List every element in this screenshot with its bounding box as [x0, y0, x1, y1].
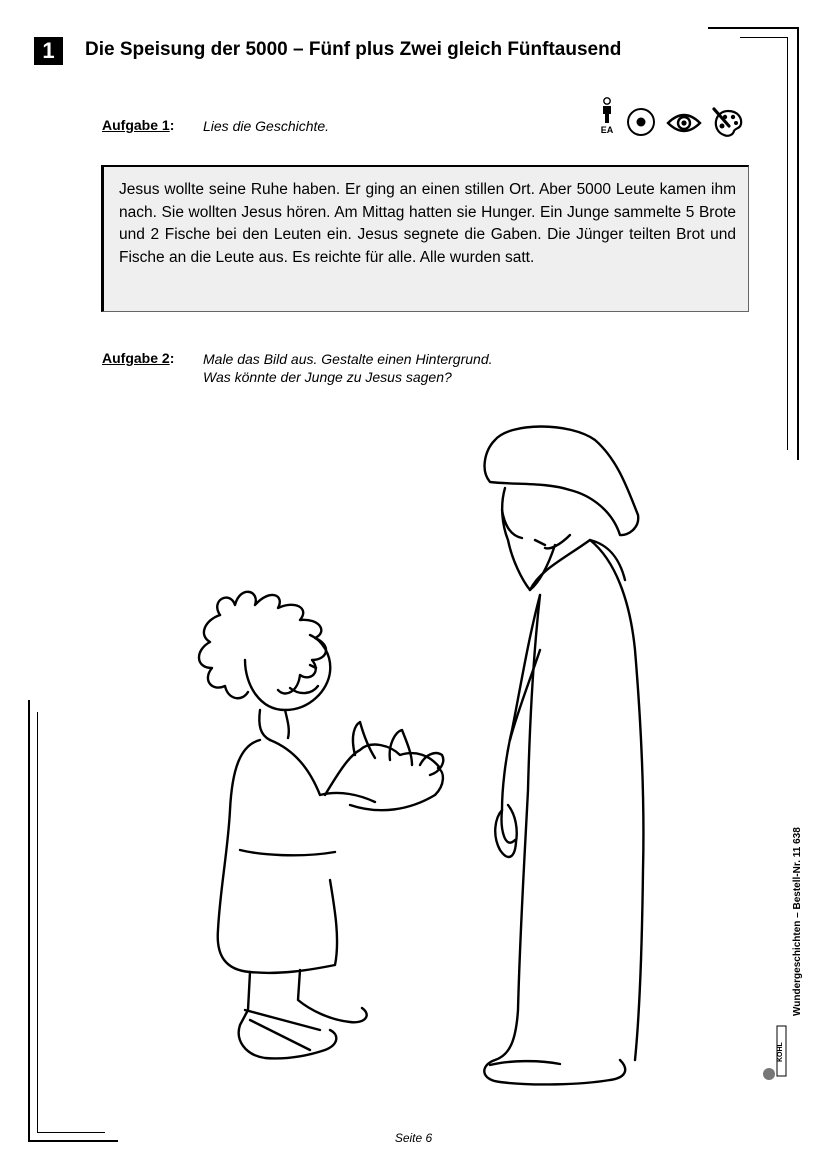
eye-icon — [666, 111, 702, 135]
frame-line — [37, 712, 38, 1132]
frame-line — [787, 37, 788, 450]
page-number: Seite 6 — [394, 1131, 433, 1145]
task1-label: Aufgabe 1: — [102, 117, 175, 133]
worksheet-number: 1 — [34, 37, 63, 65]
task2-line2: Was könnte der Junge zu Jesus sagen? — [203, 369, 452, 385]
page-title: Die Speisung der 5000 – Fünf plus Zwei gleich Fünftausend — [85, 39, 622, 60]
task1-text: Lies die Geschichte. — [203, 118, 330, 134]
method-icons — [598, 97, 744, 139]
paint-palette-icon — [712, 107, 744, 139]
target-icon — [626, 107, 656, 137]
boy-figure — [199, 592, 443, 1059]
logo-text: KOHL — [777, 1042, 784, 1062]
coloring-illustration — [150, 410, 660, 1100]
publisher-logo — [760, 1022, 790, 1089]
ea-label: EA — [600, 125, 614, 135]
story-box — [101, 165, 749, 312]
task2-label: Aufgabe 2: — [102, 350, 175, 366]
frame-line — [708, 27, 798, 29]
frame-line — [740, 37, 787, 38]
task2-line1: Male das Bild aus. Gestalte einen Hintergrund. — [203, 351, 493, 367]
frame-line — [28, 700, 30, 1141]
sidebar-publication-text: Wundergeschichten – Bestell-Nr. 11 638 — [792, 827, 803, 1016]
single-work-icon — [598, 97, 616, 135]
jesus-figure — [484, 427, 643, 1085]
frame-line — [797, 27, 799, 460]
story-text: Jesus wollte seine Ruhe haben. Er ging an einen stillen Ort. Aber 5000 Leute kamen ihm nach. Sie wollten Jesus hören. Am Mittag hatten sie Hunger. Ein Junge sammelte 5 Brote und 2 Fische bei den Leuten ein. Jesus segnete die Gaben. Die Jünger teilten Brot und Fische an die Leute aus. Es reichte für alle. Alle wurden satt. — [119, 181, 736, 266]
